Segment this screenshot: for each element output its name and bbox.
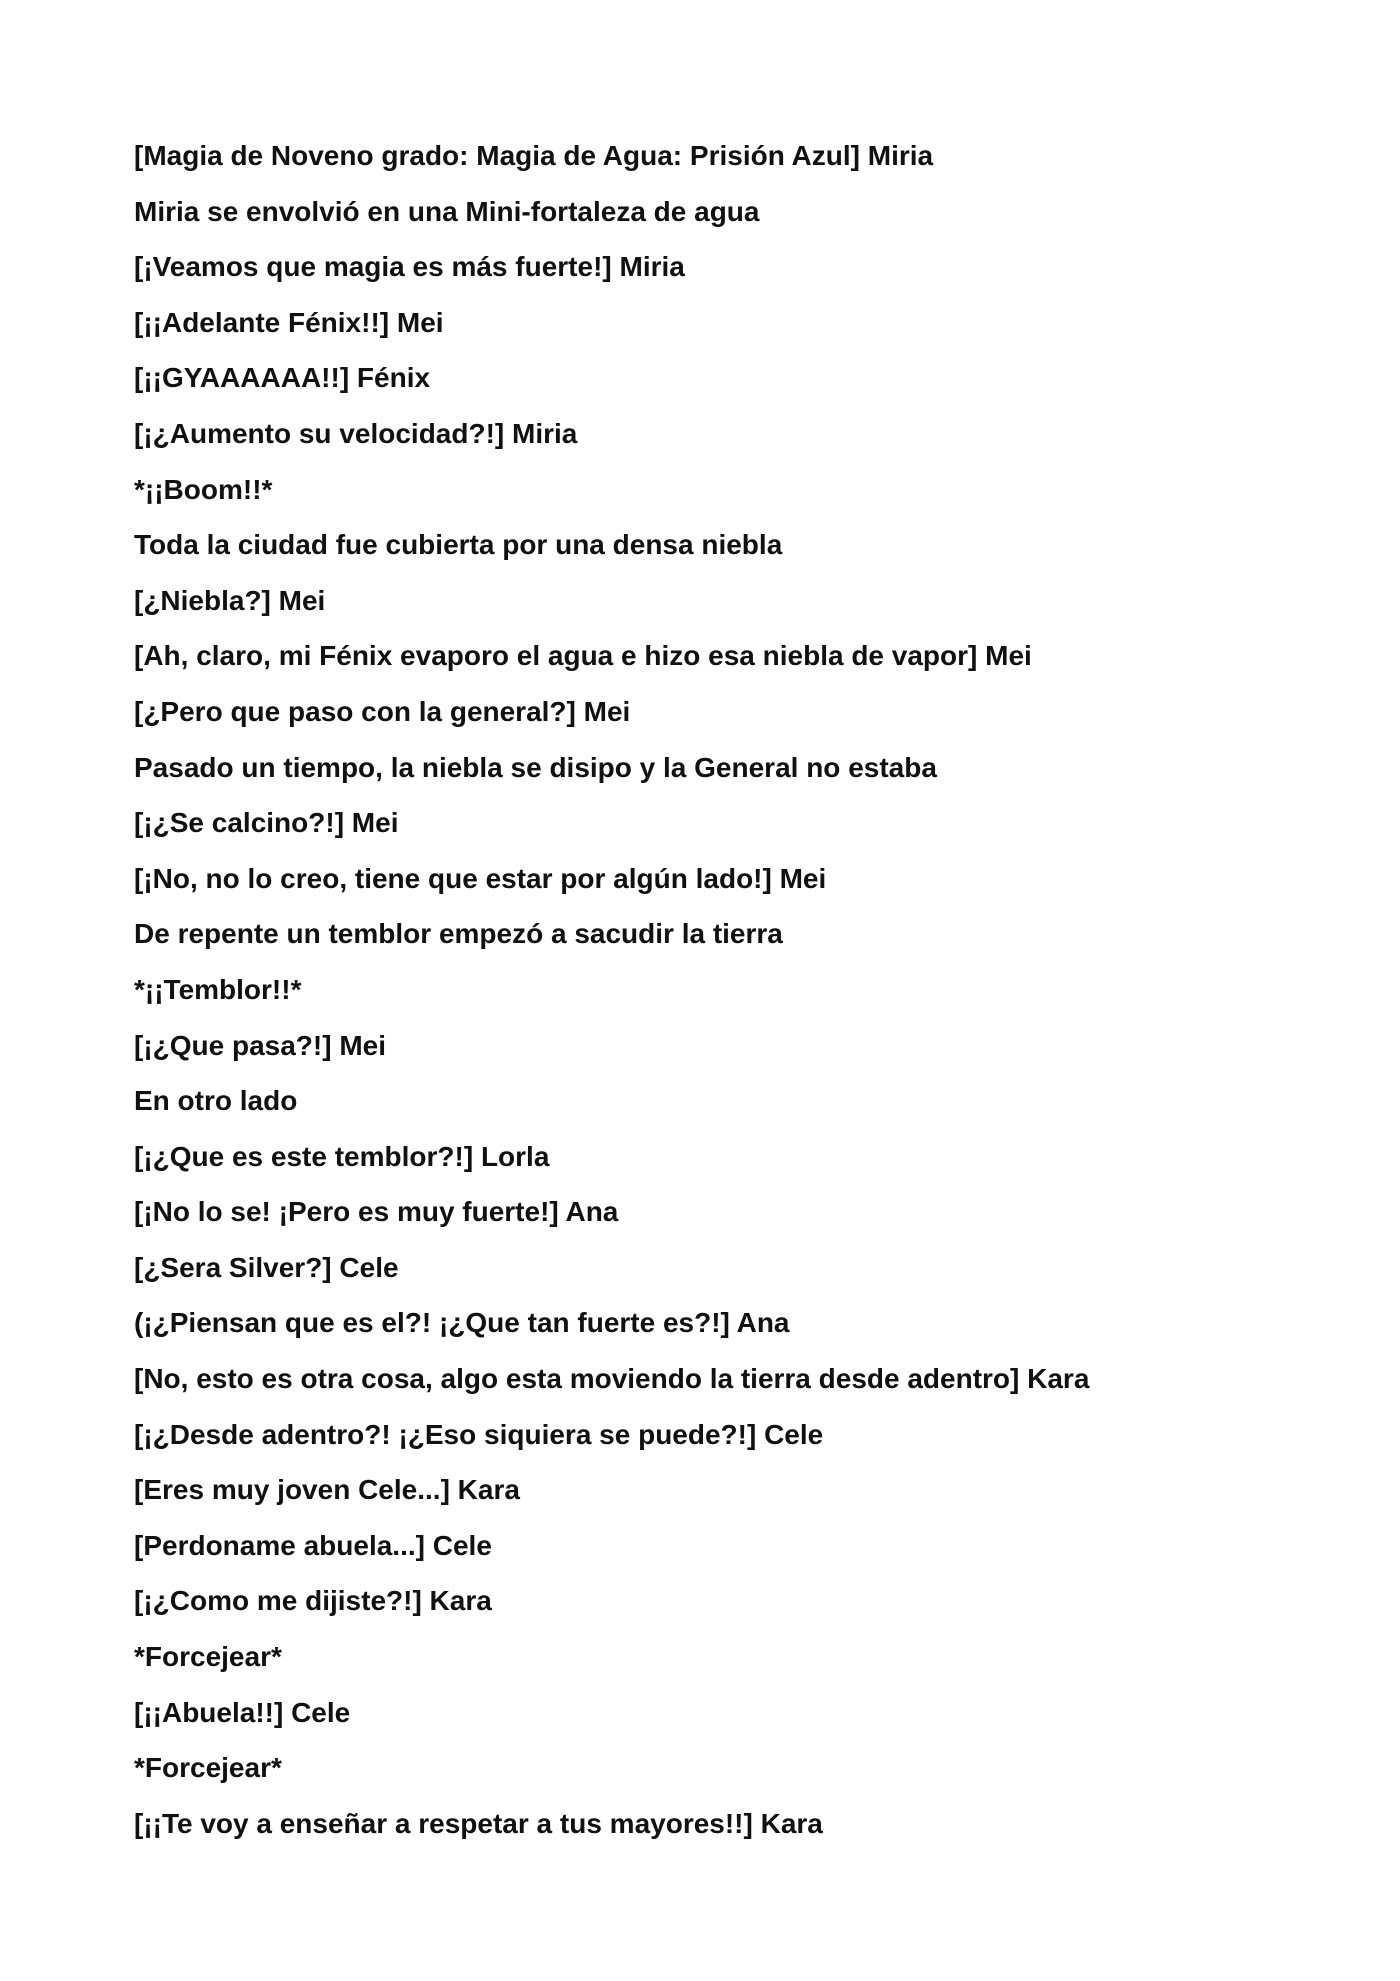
text-line: *Forcejear*: [134, 1641, 282, 1673]
text-line: [¡No, no lo creo, tiene que estar por algún lado!] Mei: [134, 862, 827, 894]
text-line: [Eres muy joven Cele...] Kara: [134, 1474, 520, 1506]
text-line: [Magia de Noveno grado: Magia de Agua: Prisión Azul] Miria: [134, 140, 934, 171]
text-line: [¡¿Desde adentro?! ¡¿Eso siquiera se puede?!] Cele: [134, 1418, 824, 1450]
text-line: [¡¡Adelante Fénix!!] Mei: [134, 306, 444, 338]
text-line: En otro lado: [134, 1085, 298, 1117]
text-line: [¡¡Abuela!!] Cele: [134, 1696, 351, 1728]
text-line: [¿Niebla?] Mei: [134, 584, 326, 616]
text-line: [¡¡Te voy a enseñar a respetar a tus mayores!!] Kara: [134, 1807, 823, 1839]
text-line: [¡¿Que es este temblor?!] Lorla: [134, 1140, 550, 1172]
text-line: *Forcejear*: [134, 1752, 282, 1784]
text-line: [Perdoname abuela...] Cele: [134, 1529, 492, 1561]
text-line: [¡¿Como me dijiste?!] Kara: [134, 1585, 492, 1617]
text-line: [¡¿Se calcino?!] Mei: [134, 807, 399, 839]
text-line: [¡¿Aumento su velocidad?!] Miria: [134, 417, 578, 449]
text-line: [¿Sera Silver?] Cele: [134, 1251, 399, 1283]
text-line: [¿Pero que paso con la general?] Mei: [134, 695, 631, 727]
text-line: [¡Veamos que magia es más fuerte!] Miria: [134, 251, 685, 283]
text-line: [¡¿Que pasa?!] Mei: [134, 1029, 387, 1061]
text-line: Miria se envolvió en una Mini-fortaleza de agua: [134, 195, 760, 227]
text-line: Pasado un tiempo, la niebla se disipo y la General no estaba: [134, 751, 937, 783]
text-line: [Ah, claro, mi Fénix evaporo el agua e hizo esa niebla de vapor] Mei: [134, 640, 1032, 672]
document-body: [134, 128, 1314, 1851]
text-line: [¡¡GYAAAAAA!!] Fénix: [134, 362, 431, 394]
text-line: Toda la ciudad fue cubierta por una densa niebla: [134, 529, 783, 561]
text-line: De repente un temblor empezó a sacudir la tierra: [134, 918, 783, 950]
text-line: *¡¡Boom!!*: [134, 473, 273, 505]
text-line: *¡¡Temblor!!*: [134, 973, 302, 1005]
text-line: (¡¿Piensan que es el?! ¡¿Que tan fuerte es?!] Ana: [134, 1307, 790, 1339]
text-line: [¡No lo se! ¡Pero es muy fuerte!] Ana: [134, 1196, 619, 1228]
text-line: [No, esto es otra cosa, algo esta moviendo la tierra desde adentro] Kara: [134, 1363, 1090, 1395]
